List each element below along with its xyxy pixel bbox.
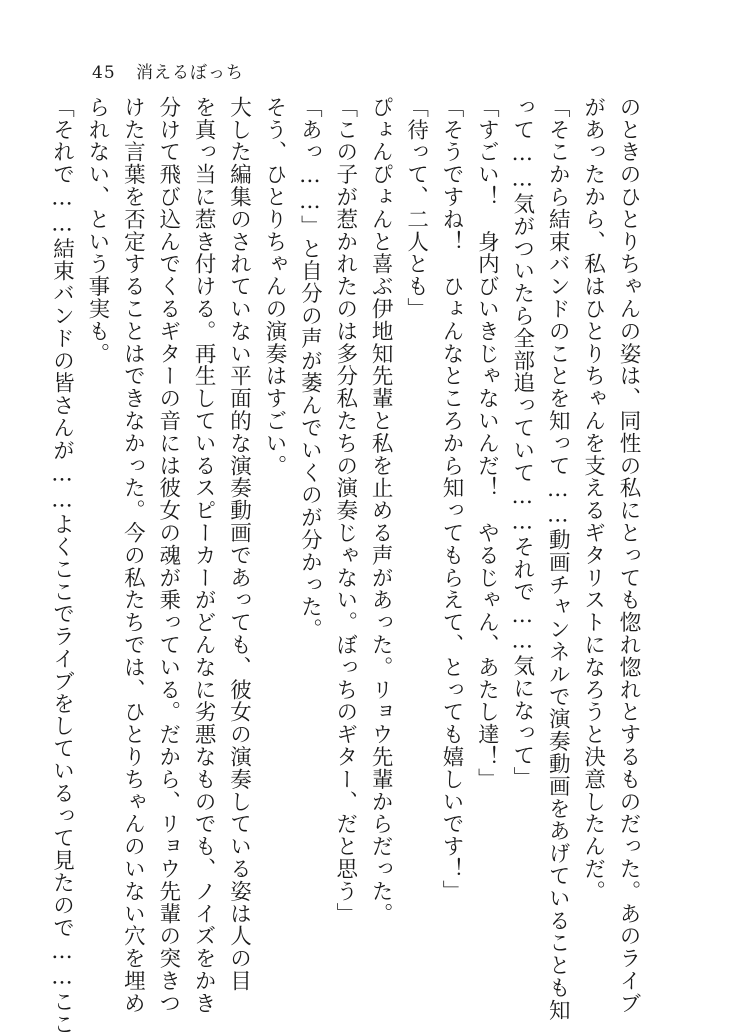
text-line: 「そこから結束バンドのことを知って……動画チャンネルで演奏動画をあげていることも知 (545, 96, 571, 1022)
text-line: を真っ当に惹き付ける。再生しているスピーカーがどんなに劣悪なものでも、ノイズをかき (191, 96, 217, 1015)
text-line: 分けて飛び込んでくるギターの音には彼女の魂が乗っている。だから、リョウ先輩の突きつ (155, 96, 181, 1015)
text-line: 「すごい！ 身内びいきじゃないんだ！ やるじゃん、あたし達！」 (474, 96, 500, 791)
text-line: のときのひとりちゃんの姿は、同性の私にとっても惚れ惚れとするものだった。あのライブ (616, 96, 641, 1015)
text-line: 「あっ……」と自分の声が萎んでいくのが分かった。 (297, 96, 323, 641)
text-line: けた言葉を否定することはできなかった。今の私たちでは、ひとりちゃんのいない穴を埋め (120, 96, 146, 1015)
text-line: って……気がついたら全部追っていて……それで……気になって」 (509, 96, 535, 789)
text-line: があったから、私はひとりちゃんを支えるギタリストになろうと決意したんだ。 (580, 96, 606, 903)
body-text (49, 96, 646, 1035)
text-line: られない、という事実も。 (84, 96, 110, 365)
running-header (92, 58, 244, 83)
text-line: 「この子が惹かれたのは多分私たちの演奏じゃない。ぼっちのギター、だと思う」 (332, 96, 358, 925)
chapter-title: 消えるぼっち (136, 63, 245, 83)
text-line: 「それで……結束バンドの皆さんが……よくここでライブをしているって見たので……ここ (49, 96, 75, 1035)
text-line: ぴょんぴょんと喜ぶ伊地知先輩と私を止める声があった。リョウ先輩からだった。 (368, 96, 394, 925)
text-line: そう、ひとりちゃんの演奏はすごい。 (261, 96, 287, 477)
text-line: 大した編集のされていない平面的な演奏動画であっても、彼女の演奏している姿は人の目 (226, 96, 252, 992)
text-line: 「そうですね！ ひょんなところから知ってもらえて、とっても嬉しいです！」 (438, 96, 464, 903)
page-number: 45 (92, 63, 116, 83)
text-line: 「待って、二人とも」 (403, 96, 429, 320)
